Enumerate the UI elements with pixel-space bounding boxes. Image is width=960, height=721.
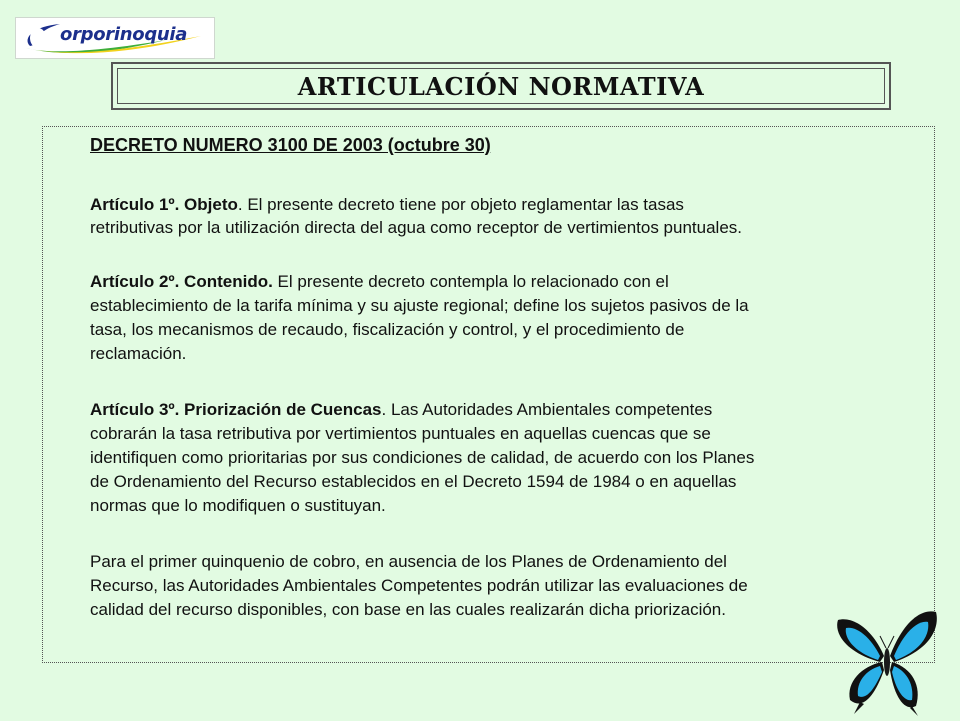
paragraph-4-line-3: calidad del recurso disponibles, con base en las cuales realizarán dicha priorización. bbox=[90, 600, 726, 619]
article-2-cont-2 bbox=[90, 318, 684, 342]
title-frame bbox=[111, 62, 891, 110]
article-2 bbox=[90, 270, 669, 294]
logo-text: orporinoquia bbox=[60, 24, 188, 45]
article-3-line-2: cobrarán la tasa retributiva por vertimientos puntuales en aquellas cuencas que se bbox=[90, 424, 711, 443]
paragraph-4 bbox=[90, 550, 727, 574]
article-3-line-5: normas que lo modifiquen o sustituyan. bbox=[90, 496, 386, 515]
article-3-cont-1 bbox=[90, 422, 711, 446]
article-3-heading: Artículo 3º. Priorización de Cuencas bbox=[90, 400, 382, 419]
article-2-cont-3 bbox=[90, 342, 186, 366]
decree-title: DECRETO NUMERO 3100 DE 2003 (octubre 30) bbox=[90, 135, 491, 155]
paragraph-4-cont-2 bbox=[90, 598, 726, 622]
article-2-line-1: El presente decreto contempla lo relacionado con el bbox=[272, 272, 669, 291]
article-1 bbox=[90, 193, 684, 217]
article-2-line-4: reclamación. bbox=[90, 344, 187, 363]
article-3-line-1: . Las Autoridades Ambientales competentes bbox=[381, 400, 713, 419]
paragraph-4-cont-1 bbox=[90, 574, 748, 598]
article-3 bbox=[90, 398, 712, 422]
butterfly-icon bbox=[832, 598, 942, 721]
article-3-line-4: de Ordenamiento del Recurso establecidos en el Decreto 1594 de 1984 o en aquellas bbox=[90, 472, 737, 491]
article-1-line-2: retributivas por la utilización directa del agua como receptor de vertimientos puntuales. bbox=[90, 218, 743, 237]
article-1-line-1: . El presente decreto tiene por objeto reglamentar las tasas bbox=[237, 195, 684, 214]
corporinoquia-logo bbox=[15, 17, 215, 59]
article-3-cont-4 bbox=[90, 494, 386, 518]
article-3-cont-2 bbox=[90, 446, 754, 470]
article-2-cont-1 bbox=[90, 294, 749, 318]
title-inner-frame bbox=[117, 68, 885, 104]
article-2-heading: Artículo 2º. Contenido. bbox=[90, 272, 273, 291]
paragraph-4-line-2: Recurso, las Autoridades Ambientales Competentes podrán utilizar las evaluaciones de bbox=[90, 576, 748, 595]
article-2-line-3: tasa, los mecanismos de recaudo, fiscalización y control, y el procedimiento de bbox=[90, 320, 685, 339]
article-1-cont bbox=[90, 216, 742, 240]
article-3-line-3: identifiquen como prioritarias por sus condiciones de calidad, de acuerdo con los Planes bbox=[90, 448, 755, 467]
paragraph-4-line-1: Para el primer quinquenio de cobro, en ausencia de los Planes de Ordenamiento del bbox=[90, 552, 727, 571]
page-title: ARTICULACIÓN NORMATIVA bbox=[297, 71, 705, 101]
article-3-cont-3 bbox=[90, 470, 736, 494]
article-2-line-2: establecimiento de la tarifa mínima y su ajuste regional; define los sujetos pasivos de la bbox=[90, 296, 749, 315]
article-1-heading: Artículo 1º. Objeto bbox=[90, 195, 238, 214]
